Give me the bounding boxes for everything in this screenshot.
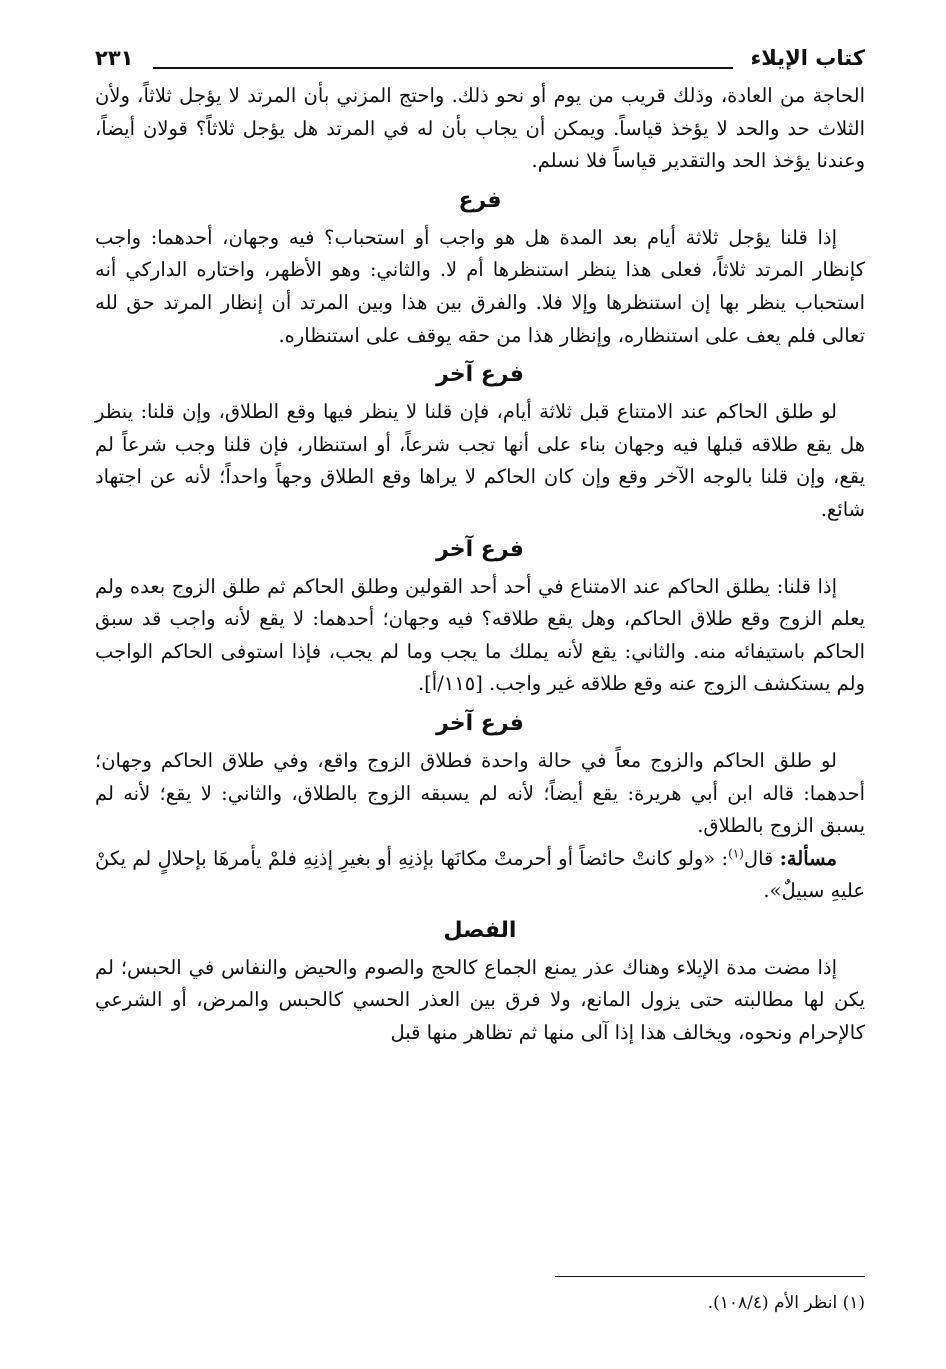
section-heading-far-akhar: فرع آخر — [436, 710, 524, 736]
section-heading-far-akhar: فرع آخر — [436, 536, 524, 562]
section-paragraph: إذا قلنا يؤجل ثلاثة أيام بعد المدة هل هو واجب أو استحباب؟ فيه وجهان، أحدهما: واجب كإنظار المرتد ثلاثاً، فعلى هذا ينظر استنظرها أم لا. والثاني: وهو الأظهر، واختاره الداركي أنه استحباب ينظر بها إن استنظرها وإلا فلا. والفرق بين هذا وبين المرتد أن إنظار المرتد حق لله تعالى فلم يعف على استنظاره، وإنظار هذا من حقه يوقف على استنظاره. — [95, 225, 865, 347]
fasl-paragraph: إذا مضت مدة الإيلاء وهناك عذر يمنع الجماع كالحج والصوم والحيض والنفاس في الحبس؛ لم يكن لها مطالبته حتى يزول المانع، ولا فرق بين العذر الحسي كالحبس والمرض، أو الشرعي كالإحرام ونحوه، ويخالف هذا إذا آلى منها ثم تظاهر منها قبل — [95, 955, 865, 1045]
section-heading-far-akhar: فرع آخر — [436, 362, 524, 388]
running-header — [95, 40, 865, 80]
footnote-reference[interactable]: (١) — [728, 846, 744, 861]
masala-paragraph — [95, 843, 865, 908]
page-number: ٢٣١ — [95, 46, 134, 70]
book-page — [95, 40, 865, 1350]
masala-label: مسألة: — [779, 846, 837, 870]
section-heading-far: فرع — [458, 187, 502, 213]
opening-paragraph: الحاجة من العادة، وذلك قريب من يوم أو نحو ذلك. واحتج المزني بأن المرتد لا يؤجل ثلاثاً، ولأن الثلاث حد والحد لا يؤخذ قياساً. ويمكن أن يجاب بأن له في المرتد هل يؤجل ثلاثاً؟ قولان أيضاً، وعندنا يؤخذ الحد والتقدير قياساً فلا نسلم. — [95, 84, 865, 173]
masala-lead: قال — [743, 846, 774, 870]
section-heading-fasl: الفصل — [443, 917, 517, 943]
footnote-rule — [555, 1276, 865, 1277]
masala-quote: : «ولو كانتْ حائضاً أو أحرمتْ مكانَها بإذنِهِ أو بغيرِ إذنِهِ فلمْ يأمرهَا بإحلالٍ لم يكنْ عليهِ سبيلٌ». — [95, 846, 865, 903]
section-paragraph: إذا قلنا: يطلق الحاكم عند الامتناع في أحد أحد القولين وطلق الحاكم ثم طلق الزوج بعده ولم يعلم الزوج وقع طلاق الحاكم، وهل يقع طلاقه؟ فيه وجهان؛ أحدهما: لا يقع لأنه واجب قد سبق الحاكم باستيفائه منه. والثاني: يقع لأنه يملك ما يجب وما لم يجب، فإذا استوفى الحاكم الواجب ولم يستكشف الزوج عنه وقع طلاقه غير واجب. [١١٥/أ]. — [95, 574, 865, 696]
section-paragraph: لو طلق الحاكم والزوج معاً في حالة واحدة فطلاق الزوج واقع، وفي طلاق الحاكم وجهان؛ أحدهما: قاله ابن أبي هريرة: يقع أيضاً؛ لأنه لم يسبقه الزوج بالطلاق، والثاني: لا يقع؛ لأنه لم يسبق الزوج بالطلاق. — [95, 748, 865, 838]
book-title: كتاب الإيلاء — [750, 46, 865, 70]
footnote: (١) انظر الأم (١٠٨/٤). — [707, 1293, 865, 1313]
header-rule — [153, 67, 733, 69]
section-paragraph: لو طلق الحاكم عند الامتناع قبل ثلاثة أيام، فإن قلنا لا ينظر فيها وقع الطلاق، وإن قلنا: ينظر هل يقع طلاقه قبلها فيه وجهان بناء على أنها تجب شرعاً، أو استنظار، فإن قلنا وجب شرعاً لم يقع، وإن قلنا بالوجه الآخر وقع وإن كان الحاكم لا يراها وقع الطلاق وجهاً واحداً؛ لأنه عن اجتهاد شائع. — [95, 400, 865, 521]
page-body — [95, 80, 865, 1050]
